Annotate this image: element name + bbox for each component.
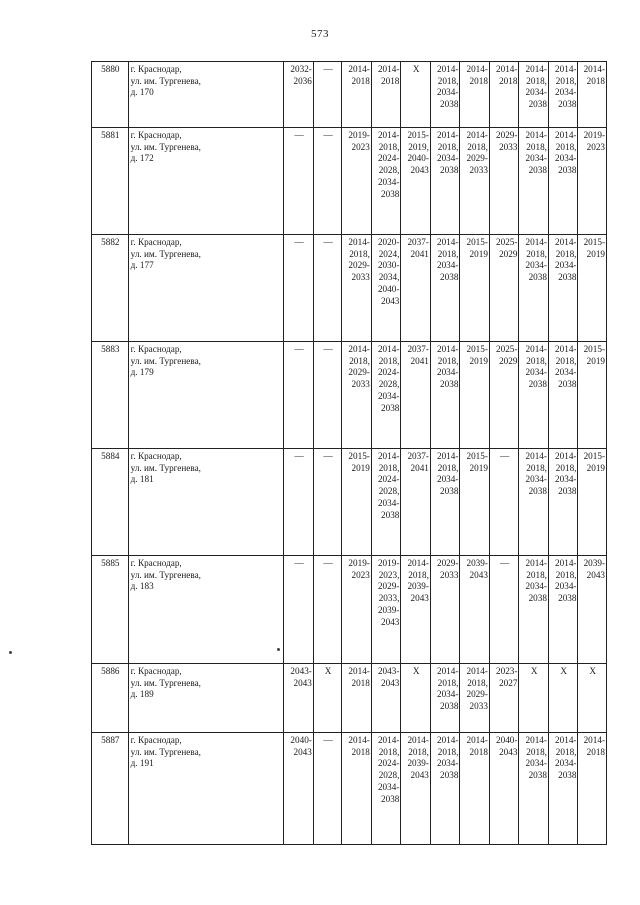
period-value: 2014- 2018, 2024- 2028, 2034- 2038 xyxy=(377,735,400,804)
period-value: — xyxy=(323,344,333,354)
period-value: 2037- 2041 xyxy=(407,451,429,473)
period-cell xyxy=(342,556,372,664)
address-cell xyxy=(128,664,284,733)
period-cell xyxy=(401,664,431,733)
period-value: 2014- 2018, 2029- 2033 xyxy=(348,237,370,283)
row-number-cell xyxy=(92,342,129,449)
row-number: 5884 xyxy=(101,451,120,461)
row-number: 5880 xyxy=(101,64,120,74)
period-cell xyxy=(578,664,607,733)
period-value: 2043- 2043 xyxy=(377,666,400,688)
period-cell xyxy=(284,342,314,449)
period-value: 2014- 2018, 2034- 2038 xyxy=(555,558,577,604)
table-row xyxy=(92,664,607,733)
period-cell xyxy=(578,733,607,845)
period-cell xyxy=(460,664,490,733)
period-cell xyxy=(430,235,460,342)
period-cell xyxy=(401,128,431,235)
period-cell xyxy=(460,235,490,342)
period-value: 2025- 2029 xyxy=(496,237,518,259)
period-cell xyxy=(548,556,578,664)
period-cell xyxy=(519,449,549,556)
period-cell xyxy=(489,62,519,128)
row-number-cell xyxy=(92,62,129,128)
period-cell xyxy=(342,733,372,845)
period-cell xyxy=(401,733,431,845)
period-cell xyxy=(430,556,460,664)
period-value: X xyxy=(530,666,538,676)
period-value: 2014- 2018 xyxy=(583,64,605,86)
address-text: г. Краснодар, ул. им. Тургенева, д. 189 xyxy=(130,666,201,700)
period-cell xyxy=(489,342,519,449)
period-value: 2025- 2029 xyxy=(496,344,518,366)
period-cell xyxy=(313,128,341,235)
period-value: 2014- 2018, 2034- 2038 xyxy=(436,237,459,283)
period-value: X xyxy=(324,666,332,676)
period-cell xyxy=(460,342,490,449)
period-value: 2014- 2018, 2034- 2038 xyxy=(525,130,547,176)
row-number: 5883 xyxy=(101,344,120,354)
period-value: 2019- 2023, 2029- 2033, 2039- 2043 xyxy=(377,558,400,627)
period-value: 2014- 2018, 2034- 2038 xyxy=(525,735,547,781)
period-value: 2040- 2043 xyxy=(290,735,312,757)
row-number: 5881 xyxy=(101,130,120,140)
period-value: 2014- 2018 xyxy=(348,64,370,86)
table-row xyxy=(92,556,607,664)
period-cell xyxy=(548,62,578,128)
period-cell xyxy=(519,235,549,342)
period-value: 2014- 2018 xyxy=(348,666,370,688)
row-number: 5887 xyxy=(101,735,120,745)
period-value: 2014- 2018, 2034- 2038 xyxy=(436,451,459,497)
period-cell xyxy=(548,664,578,733)
period-cell xyxy=(578,449,607,556)
period-cell xyxy=(489,733,519,845)
row-number-cell xyxy=(92,235,129,342)
period-cell xyxy=(460,128,490,235)
period-cell xyxy=(519,556,549,664)
period-cell xyxy=(313,235,341,342)
period-value: 2039- 2043 xyxy=(466,558,488,580)
period-cell xyxy=(430,342,460,449)
period-value: 2019- 2023 xyxy=(348,130,370,152)
period-cell xyxy=(548,128,578,235)
period-value: 2014- 2018, 2034- 2038 xyxy=(555,735,577,781)
period-cell xyxy=(519,664,549,733)
address-text: г. Краснодар, ул. им. Тургенева, д. 183 xyxy=(130,558,201,592)
period-value: 2014- 2018 xyxy=(377,64,400,86)
period-value: 2014- 2018, 2034- 2038 xyxy=(525,558,547,604)
period-cell xyxy=(313,449,341,556)
period-value: 2015- 2019 xyxy=(466,344,488,366)
period-value: 2014- 2018, 2034- 2038 xyxy=(555,64,577,110)
period-value: 2014- 2018, 2034- 2038 xyxy=(555,237,577,283)
period-value: — xyxy=(323,130,333,140)
period-value: 2040- 2043 xyxy=(496,735,518,757)
period-cell xyxy=(519,62,549,128)
period-cell xyxy=(430,733,460,845)
period-value: 2014- 2018, 2034- 2038 xyxy=(436,344,459,390)
period-cell xyxy=(489,449,519,556)
period-value: 2014- 2018, 2034- 2038 xyxy=(525,237,547,283)
period-value: 2023- 2027 xyxy=(496,666,518,688)
scan-speck xyxy=(277,648,280,651)
period-value: — xyxy=(323,558,333,568)
period-value: 2014- 2018 xyxy=(583,735,605,757)
period-cell xyxy=(313,556,341,664)
row-number-cell xyxy=(92,733,129,845)
period-value: 2039- 2043 xyxy=(583,558,605,580)
period-cell xyxy=(284,62,314,128)
period-value: 2015- 2019 xyxy=(466,451,488,473)
table-row xyxy=(92,235,607,342)
period-cell xyxy=(371,664,401,733)
period-value: X xyxy=(412,64,420,74)
period-value: 2020- 2024, 2030- 2034, 2040- 2043 xyxy=(377,237,400,306)
period-value: 2037- 2041 xyxy=(407,237,429,259)
period-cell xyxy=(519,128,549,235)
period-value: — xyxy=(500,451,510,461)
period-cell xyxy=(548,235,578,342)
period-cell xyxy=(284,128,314,235)
registry-table xyxy=(91,61,607,845)
period-cell xyxy=(519,733,549,845)
address-text: г. Краснодар, ул. им. Тургенева, д. 181 xyxy=(130,451,201,485)
period-value: 2014- 2018, 2034- 2038 xyxy=(555,130,577,176)
table-row xyxy=(92,449,607,556)
table-body xyxy=(92,62,607,845)
address-cell xyxy=(128,235,284,342)
period-cell xyxy=(401,449,431,556)
period-value: 2014- 2018 xyxy=(496,64,518,86)
period-value: — xyxy=(323,237,333,247)
period-cell xyxy=(371,556,401,664)
period-value: 2014- 2018, 2034- 2038 xyxy=(555,344,577,390)
period-value: 2014- 2018, 2034- 2038 xyxy=(525,64,547,110)
period-cell xyxy=(401,342,431,449)
period-cell xyxy=(342,449,372,556)
period-cell xyxy=(342,235,372,342)
period-value: X xyxy=(560,666,568,676)
scan-speck xyxy=(9,651,12,654)
period-value: 2014- 2018 xyxy=(466,64,488,86)
period-cell xyxy=(460,62,490,128)
period-value: 2015- 2019, 2040- 2043 xyxy=(407,130,429,176)
period-value: 2014- 2018, 2024- 2028, 2034- 2038 xyxy=(377,344,400,413)
period-value: 2014- 2018, 2034- 2038 xyxy=(525,451,547,497)
period-value: 2014- 2018, 2034- 2038 xyxy=(436,735,459,781)
period-value: — xyxy=(323,735,333,745)
period-cell xyxy=(371,128,401,235)
period-cell xyxy=(578,235,607,342)
period-cell xyxy=(401,556,431,664)
period-value: 2014- 2018, 2034- 2038 xyxy=(525,344,547,390)
period-cell xyxy=(284,449,314,556)
table-row xyxy=(92,62,607,128)
period-cell xyxy=(460,733,490,845)
period-value: 2014- 2018, 2039- 2043 xyxy=(407,735,429,781)
period-cell xyxy=(489,235,519,342)
row-number-cell xyxy=(92,449,129,556)
period-cell xyxy=(460,449,490,556)
period-cell xyxy=(401,62,431,128)
period-cell xyxy=(578,342,607,449)
table-row xyxy=(92,128,607,235)
period-value: — xyxy=(294,130,304,140)
period-cell xyxy=(578,556,607,664)
period-value: — xyxy=(500,558,510,568)
period-value: 2014- 2018 xyxy=(466,735,488,757)
address-cell xyxy=(128,556,284,664)
period-cell xyxy=(548,342,578,449)
address-text: г. Краснодар, ул. им. Тургенева, д. 170 xyxy=(130,64,201,98)
period-cell xyxy=(548,449,578,556)
period-value: 2014- 2018, 2029- 2033 xyxy=(466,666,488,712)
period-cell xyxy=(489,664,519,733)
period-value: 2037- 2041 xyxy=(407,344,429,366)
period-cell xyxy=(548,733,578,845)
period-value: X xyxy=(589,666,597,676)
period-cell xyxy=(430,449,460,556)
period-cell xyxy=(430,128,460,235)
address-cell xyxy=(128,62,284,128)
period-cell xyxy=(460,556,490,664)
period-cell xyxy=(489,556,519,664)
period-value: 2014- 2018, 2024- 2028, 2034- 2038 xyxy=(377,130,400,199)
period-cell xyxy=(401,235,431,342)
period-value: 2014- 2018, 2034- 2038 xyxy=(436,64,459,110)
period-value: 2029- 2033 xyxy=(496,130,518,152)
period-cell xyxy=(371,733,401,845)
period-cell xyxy=(342,664,372,733)
address-text: г. Краснодар, ул. им. Тургенева, д. 172 xyxy=(130,130,201,164)
period-value: 2014- 2018, 2024- 2028, 2034- 2038 xyxy=(377,451,400,520)
period-cell xyxy=(430,62,460,128)
period-value: — xyxy=(294,237,304,247)
period-value: 2019- 2023 xyxy=(583,130,605,152)
period-value: 2014- 2018, 2034- 2038 xyxy=(555,451,577,497)
page-number: 573 xyxy=(311,28,329,40)
address-cell xyxy=(128,733,284,845)
period-cell xyxy=(342,128,372,235)
period-cell xyxy=(342,62,372,128)
period-value: 2029- 2033 xyxy=(436,558,459,580)
period-cell xyxy=(519,342,549,449)
period-cell xyxy=(284,235,314,342)
period-cell xyxy=(313,733,341,845)
row-number: 5885 xyxy=(101,558,120,568)
period-value: 2015- 2019 xyxy=(583,451,605,473)
period-cell xyxy=(371,342,401,449)
period-value: 2015- 2019 xyxy=(466,237,488,259)
period-cell xyxy=(342,342,372,449)
period-value: — xyxy=(323,451,333,461)
period-cell xyxy=(430,664,460,733)
row-number-cell xyxy=(92,664,129,733)
period-value: X xyxy=(412,666,420,676)
period-value: — xyxy=(294,344,304,354)
period-cell xyxy=(371,449,401,556)
address-cell xyxy=(128,449,284,556)
period-cell xyxy=(284,733,314,845)
period-value: 2043- 2043 xyxy=(290,666,312,688)
period-cell xyxy=(313,664,341,733)
period-value: 2014- 2018 xyxy=(348,735,370,757)
address-text: г. Краснодар, ул. им. Тургенева, д. 177 xyxy=(130,237,201,271)
row-number-cell xyxy=(92,128,129,235)
period-cell xyxy=(578,128,607,235)
period-value: — xyxy=(294,558,304,568)
period-value: — xyxy=(323,64,333,74)
table-row xyxy=(92,342,607,449)
period-value: 2032- 2036 xyxy=(290,64,312,86)
address-cell xyxy=(128,128,284,235)
period-cell xyxy=(313,342,341,449)
period-cell xyxy=(313,62,341,128)
period-cell xyxy=(371,62,401,128)
address-text: г. Краснодар, ул. им. Тургенева, д. 191 xyxy=(130,735,201,769)
period-value: 2014- 2018, 2034- 2038 xyxy=(436,666,459,712)
period-value: — xyxy=(294,451,304,461)
period-value: 2015- 2019 xyxy=(348,451,370,473)
period-cell xyxy=(489,128,519,235)
period-value: 2014- 2018, 2029- 2033 xyxy=(348,344,370,390)
row-number: 5882 xyxy=(101,237,120,247)
address-text: г. Краснодар, ул. им. Тургенева, д. 179 xyxy=(130,344,201,378)
row-number-cell xyxy=(92,556,129,664)
period-value: 2014- 2018, 2029- 2033 xyxy=(466,130,488,176)
period-value: 2019- 2023 xyxy=(348,558,370,580)
period-value: 2014- 2018, 2039- 2043 xyxy=(407,558,429,604)
period-cell xyxy=(284,556,314,664)
address-cell xyxy=(128,342,284,449)
period-cell xyxy=(371,235,401,342)
table-row xyxy=(92,733,607,845)
row-number: 5886 xyxy=(101,666,120,676)
period-cell xyxy=(284,664,314,733)
period-value: 2015- 2019 xyxy=(583,344,605,366)
period-value: 2015- 2019 xyxy=(583,237,605,259)
period-value: 2014- 2018, 2034- 2038 xyxy=(436,130,459,176)
period-cell xyxy=(578,62,607,128)
